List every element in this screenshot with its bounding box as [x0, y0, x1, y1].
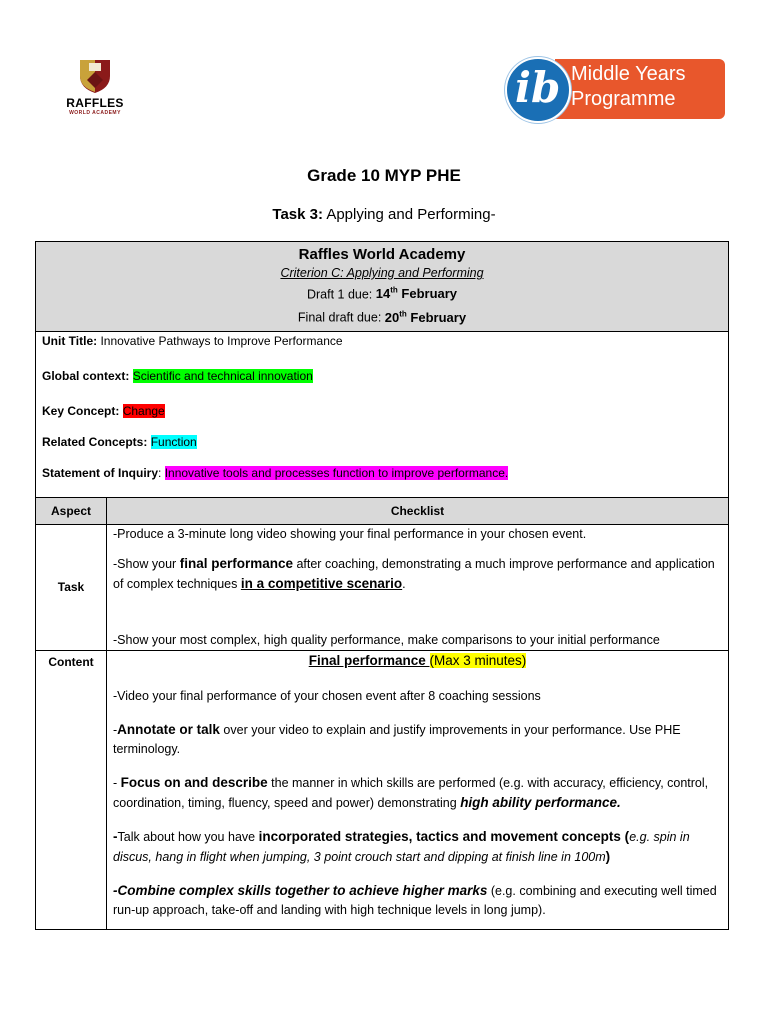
- soi-value: Innovative tools and processes function to improve performance.: [164, 465, 509, 480]
- myp-line-1: Middle Years: [571, 63, 686, 85]
- assessment-table: [35, 241, 729, 930]
- task-item-1: -Produce a 3-minute long video showing your final performance in your chosen event.: [113, 526, 587, 541]
- raffles-name: RAFFLES: [66, 96, 124, 110]
- draft1-month: February: [397, 286, 458, 302]
- key-concept-value: Change: [122, 403, 165, 418]
- final-day: 20: [384, 309, 400, 325]
- unit-title-value: Innovative Pathways to Improve Performance: [97, 333, 343, 348]
- content-para-4-mid: Talk about how you have: [117, 829, 259, 844]
- ib-myp-logo: [505, 57, 725, 123]
- draft1-day: 14: [375, 286, 391, 302]
- myp-line-2: Programme: [571, 88, 676, 110]
- ib-mark: ib: [515, 63, 561, 112]
- content-heading: [113, 651, 722, 671]
- draft1-due: [36, 281, 728, 304]
- key-concept-label: Key Concept:: [42, 403, 120, 418]
- final-sup: th: [399, 309, 407, 319]
- content-para-3-pre: -: [113, 775, 121, 790]
- content-para-4-italic: e.g. spin in discus, hang in flight when jumping, 3 point crouch start and dipping at finish line in 100m: [113, 829, 690, 864]
- checklist-column-header: Checklist: [107, 497, 729, 524]
- content-para-5-bold-italic: -Combine complex skills together to achieve higher marks: [113, 882, 488, 898]
- content-para-2: [113, 720, 722, 759]
- task-item-2-pre: -Show your: [113, 556, 180, 571]
- max-minutes-note: (Max 3 minutes): [429, 652, 527, 668]
- statement-of-inquiry-line: Statement of Inquiry: Innovative tools and processes function to improve performance.: [42, 465, 509, 480]
- draft1-sup: th: [390, 286, 398, 295]
- raffles-logo: [60, 58, 130, 128]
- task-row: [36, 524, 729, 650]
- final-due: [36, 304, 728, 327]
- task-title: [0, 206, 768, 223]
- task-aspect-cell: Task: [36, 524, 107, 650]
- ib-circle-icon: [505, 57, 571, 123]
- content-para-4-end: ): [605, 848, 611, 864]
- unit-info-cell: [36, 331, 729, 497]
- content-para-5-rest: (e.g. combining and executing well timed run-up approach, take-off and landing with high technique levels in long jump).: [113, 883, 717, 917]
- task-item-2-bold: final performance: [179, 555, 293, 571]
- related-concepts-label: Related Concepts:: [42, 434, 148, 449]
- criterion-line: Criterion C: Applying and Performing: [280, 266, 484, 280]
- task-label: Task 3:: [272, 206, 323, 223]
- related-concepts-value: Function: [150, 434, 197, 449]
- final-label: Final draft due:: [297, 310, 385, 325]
- task-checklist-cell: [107, 524, 729, 650]
- global-context-label: Global context:: [42, 368, 130, 383]
- global-context-value: Scientific and technical innovation: [132, 368, 313, 383]
- content-para-1: -Video your final performance of your chosen event after 8 coaching sessions: [113, 688, 541, 703]
- header-cell: [36, 242, 729, 332]
- final-performance-heading: Final performance: [308, 652, 430, 668]
- task-item-2-end: .: [402, 576, 406, 591]
- task-item-2: [113, 554, 722, 594]
- task-name: Applying and Performing-: [322, 206, 496, 223]
- related-concepts-line: [42, 435, 722, 450]
- content-para-3-bold-italic: high ability performance.: [460, 794, 621, 810]
- content-checklist-cell: [107, 650, 729, 929]
- content-para-2-rest: over your video to explain and justify improvements in your performance. Use PHE terminology.: [113, 722, 681, 756]
- column-header-row: [36, 497, 729, 524]
- content-para-3-mid: the manner in which skills are performed (e.g. with accuracy, efficiency, control, coordination, timing, fluency, speed and power) demonstrating: [113, 775, 709, 810]
- task-item-2-mid: after coaching, demonstrating a much improve performance and application of complex techniques: [113, 556, 715, 591]
- content-row: [36, 650, 729, 929]
- school-heading: Raffles World Academy: [298, 246, 466, 263]
- global-context-line: [42, 369, 722, 384]
- unit-title-line: [42, 334, 722, 349]
- task-item-2-bold2: in a competitive scenario: [240, 575, 403, 591]
- final-month: February: [406, 309, 467, 325]
- content-para-2-pre: -: [113, 722, 118, 737]
- content-para-4-pre: -: [113, 828, 118, 844]
- content-para-4-bold: incorporated strategies, tactics and movement concepts (: [258, 828, 630, 844]
- header-row: [36, 242, 729, 332]
- draft1-label: Draft 1 due:: [306, 287, 376, 302]
- content-para-4: [113, 827, 722, 867]
- raffles-shield-icon: [78, 58, 112, 94]
- task-item-3: -Show your most complex, high quality performance, make comparisons to your initial performance: [113, 632, 660, 647]
- unit-info-row: [36, 331, 729, 497]
- content-aspect-cell: Content: [36, 650, 107, 929]
- raffles-subtitle: WORLD ACADEMY: [69, 110, 121, 116]
- document-title: Grade 10 MYP PHE: [307, 166, 461, 185]
- content-para-5: [113, 881, 722, 920]
- key-concept-line: [42, 404, 722, 419]
- unit-title-label: Unit Title:: [42, 333, 98, 348]
- content-para-3: [113, 773, 722, 813]
- aspect-column-header: Aspect: [36, 497, 107, 524]
- soi-label: Statement of Inquiry: [42, 465, 159, 480]
- content-para-3-bold: Focus on and describe: [120, 774, 268, 790]
- content-para-2-bold: Annotate or talk: [117, 721, 220, 737]
